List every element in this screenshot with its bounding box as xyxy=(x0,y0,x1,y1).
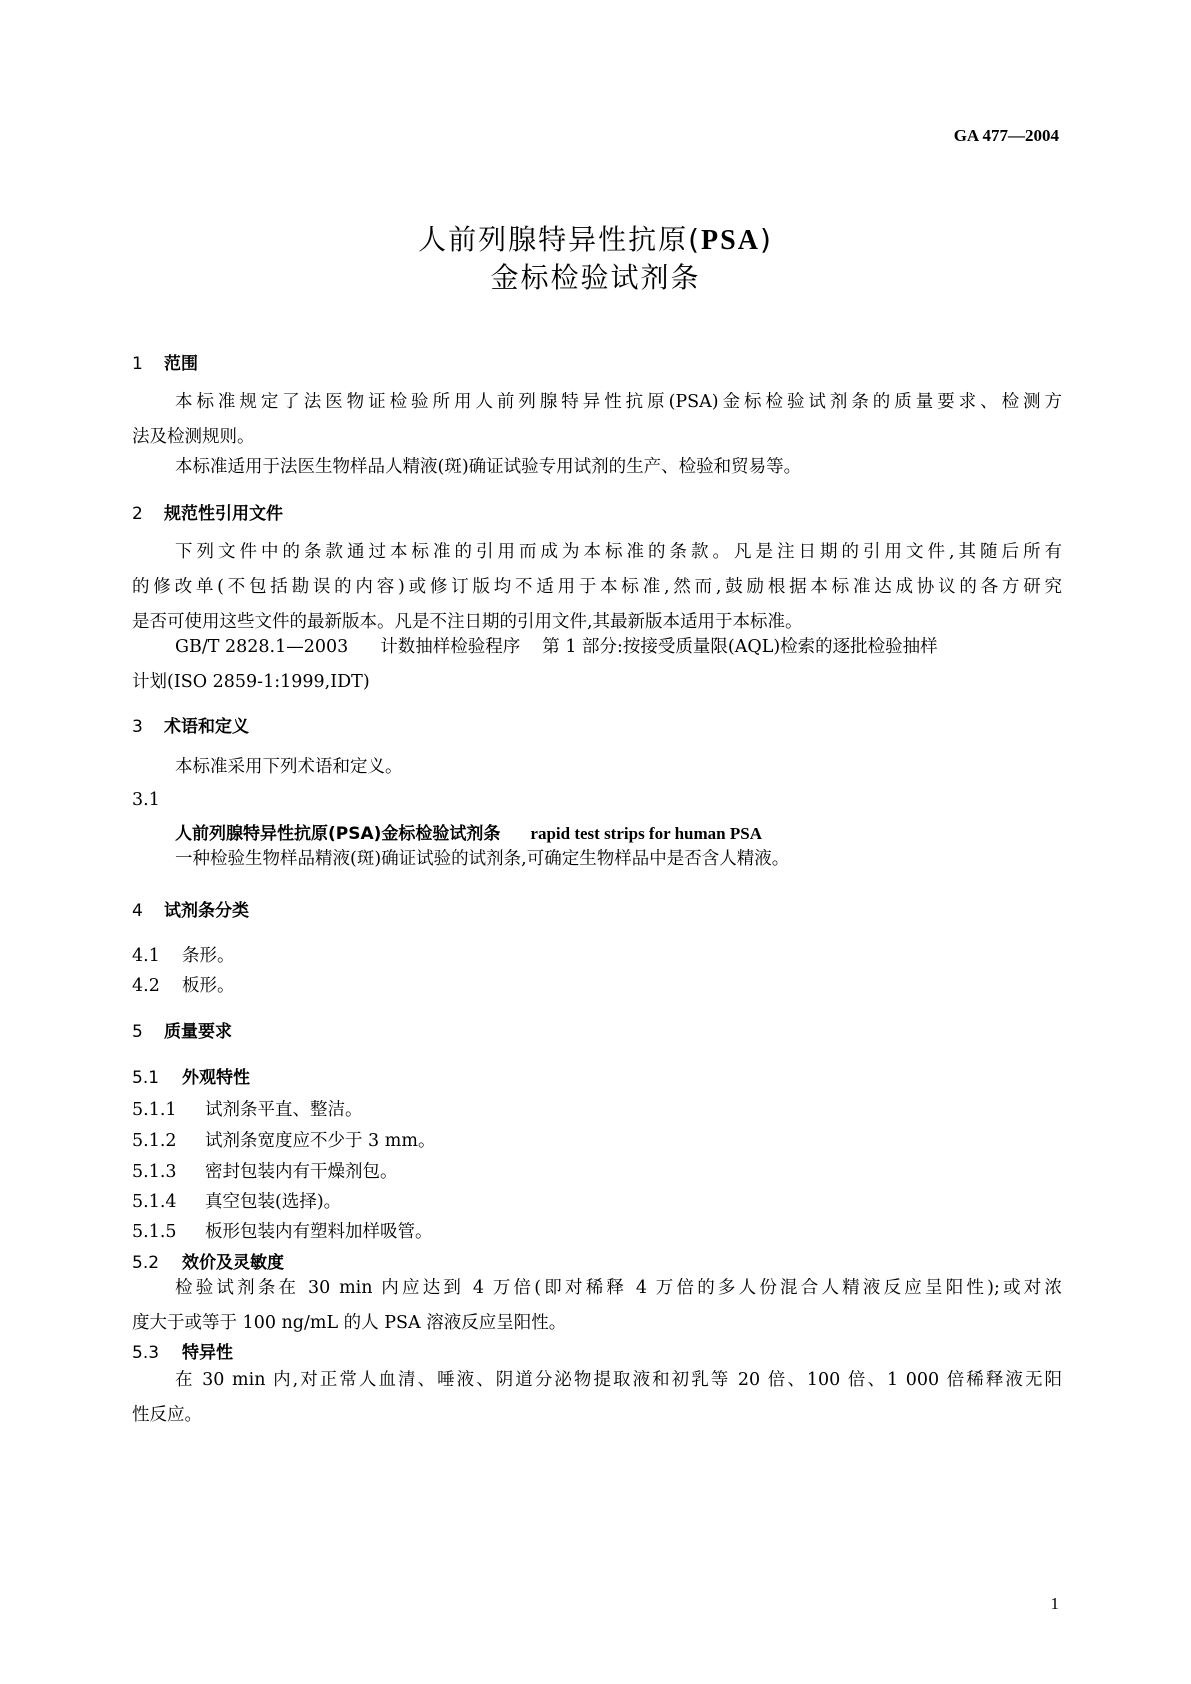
item-text: 板形。 xyxy=(182,976,235,996)
paragraph-line: 在 30 min 内,对正常人血清、唾液、阴道分泌物提取液和初乳等 20 倍、100 倍、1 000 倍稀释液无阳 xyxy=(175,1370,1062,1390)
item-number: 5.1.5 xyxy=(132,1222,177,1242)
reference-part: 第 1 部分:按接受质量限(AQL)检索的逐批检验抽样 xyxy=(542,637,938,657)
item-number: 5.1.3 xyxy=(132,1162,177,1182)
term-chinese: 人前列腺特异性抗原(PSA)金标检验试剂条 xyxy=(175,824,501,844)
section-title: 规范性引用文件 xyxy=(164,504,283,524)
item-number: 4.2 xyxy=(132,976,160,996)
paragraph-line: 度大于或等于 100 ng/mL 的人 PSA 溶液反应呈阳性。 xyxy=(132,1313,567,1333)
paragraph-line: 的修改单(不包括勘误的内容)或修订版均不适用于本标准,然而,鼓励根据本标准达成协议的各方研究 xyxy=(132,577,1062,597)
paragraph-line: 检验试剂条在 30 min 内应达到 4 万倍(即对稀释 4 万倍的多人份混合人精液反应呈阳性);或对浓 xyxy=(175,1278,1062,1298)
term-number: 3.1 xyxy=(132,790,160,810)
paragraph-line: 本标准采用下列术语和定义。 xyxy=(175,757,403,777)
reference-title: 计数抽样检验程序 xyxy=(380,637,521,657)
reference-line xyxy=(132,630,1062,665)
paragraph-line: 性反应。 xyxy=(132,1405,202,1425)
section-1-heading xyxy=(132,349,198,374)
section-5-heading xyxy=(132,1017,232,1042)
subsection-5-3-heading xyxy=(132,1338,233,1363)
paragraph-line: 本标准适用于法医生物样品人精液(斑)确证试验专用试剂的生产、检验和贸易等。 xyxy=(175,457,802,477)
paragraph-line: 是否可使用这些文件的最新版本。凡是不注日期的引用文件,其最新版本适用于本标准。 xyxy=(132,612,803,632)
term-entry xyxy=(175,819,762,844)
item-text: 试剂条宽度应不少于 3 mm。 xyxy=(205,1131,436,1151)
section-number: 3 xyxy=(132,717,143,737)
item-number: 5.1.1 xyxy=(132,1100,177,1120)
section-1-paragraph-2 xyxy=(132,450,1062,485)
list-item xyxy=(132,1188,341,1213)
item-text: 条形。 xyxy=(182,946,235,966)
section-1-paragraph-1 xyxy=(132,385,1062,455)
section-2-paragraph-1 xyxy=(132,535,1062,640)
paragraph-line: 本标准规定了法医物证检验所用人前列腺特异性抗原(PSA)金标检验试剂条的质量要求、检测方 xyxy=(175,392,1062,412)
item-number: 4.1 xyxy=(132,946,160,966)
title-prefix: 人前列腺特异性抗原( xyxy=(418,223,702,256)
list-item xyxy=(132,1127,435,1152)
term-english: rapid test strips for human PSA xyxy=(530,824,762,843)
reference-code: GB/T 2828.1—2003 xyxy=(175,637,349,657)
section-number: 2 xyxy=(132,504,143,524)
reference-line: 计划(ISO 2859-1:1999,IDT) xyxy=(132,672,370,692)
section-number: 5 xyxy=(132,1022,143,1042)
list-item xyxy=(132,972,235,997)
item-number: 5.1.2 xyxy=(132,1131,177,1151)
paragraph-line: 一种检验生物样品精液(斑)确证试验的试剂条,可确定生物样品中是否含人精液。 xyxy=(175,849,790,869)
subsection-5-2-paragraph xyxy=(132,1271,1062,1341)
paragraph-line: 法及检测规则。 xyxy=(132,427,255,447)
subsection-title: 外观特性 xyxy=(182,1068,250,1088)
item-text: 板形包装内有塑料加样吸管。 xyxy=(205,1222,433,1242)
normative-reference xyxy=(132,630,1062,700)
subsection-5-2-heading xyxy=(132,1248,284,1273)
standard-code: GA 477—2004 xyxy=(953,126,1059,145)
item-number: 5.1.4 xyxy=(132,1192,177,1212)
subsection-5-1-heading xyxy=(132,1063,250,1088)
subsection-title: 特异性 xyxy=(182,1343,233,1363)
section-title: 术语和定义 xyxy=(164,717,249,737)
page-number: 1 xyxy=(1050,1594,1059,1613)
section-number: 4 xyxy=(132,901,143,921)
subsection-number: 5.3 xyxy=(132,1343,160,1363)
paragraph-line: 下列文件中的条款通过本标准的引用而成为本标准的条款。凡是注日期的引用文件,其随后所有 xyxy=(175,542,1062,562)
subsection-title: 效价及灵敏度 xyxy=(182,1253,284,1273)
section-3-paragraph xyxy=(132,750,1062,785)
subsection-number: 5.1 xyxy=(132,1068,160,1088)
section-2-heading xyxy=(132,499,283,524)
document-title-line1 xyxy=(0,218,1191,258)
section-title: 范围 xyxy=(164,354,198,374)
list-item xyxy=(132,1158,398,1183)
document-title-line2: 金标检验试剂条 xyxy=(490,261,701,294)
section-3-heading xyxy=(132,712,249,737)
title-psa: PSA xyxy=(701,225,760,256)
title-suffix: ) xyxy=(759,223,773,256)
item-text: 密封包装内有干燥剂包。 xyxy=(205,1162,398,1182)
list-item xyxy=(132,1096,363,1121)
subsection-number: 5.2 xyxy=(132,1253,160,1273)
item-text: 试剂条平直、整洁。 xyxy=(205,1100,363,1120)
section-title: 质量要求 xyxy=(164,1022,232,1042)
section-4-heading xyxy=(132,896,249,921)
subsection-5-3-paragraph xyxy=(132,1363,1062,1433)
section-number: 1 xyxy=(132,354,143,374)
section-title: 试剂条分类 xyxy=(164,901,249,921)
item-text: 真空包装(选择)。 xyxy=(205,1192,342,1212)
list-item xyxy=(132,1218,433,1243)
list-item xyxy=(132,942,235,967)
term-definition xyxy=(132,842,1062,877)
